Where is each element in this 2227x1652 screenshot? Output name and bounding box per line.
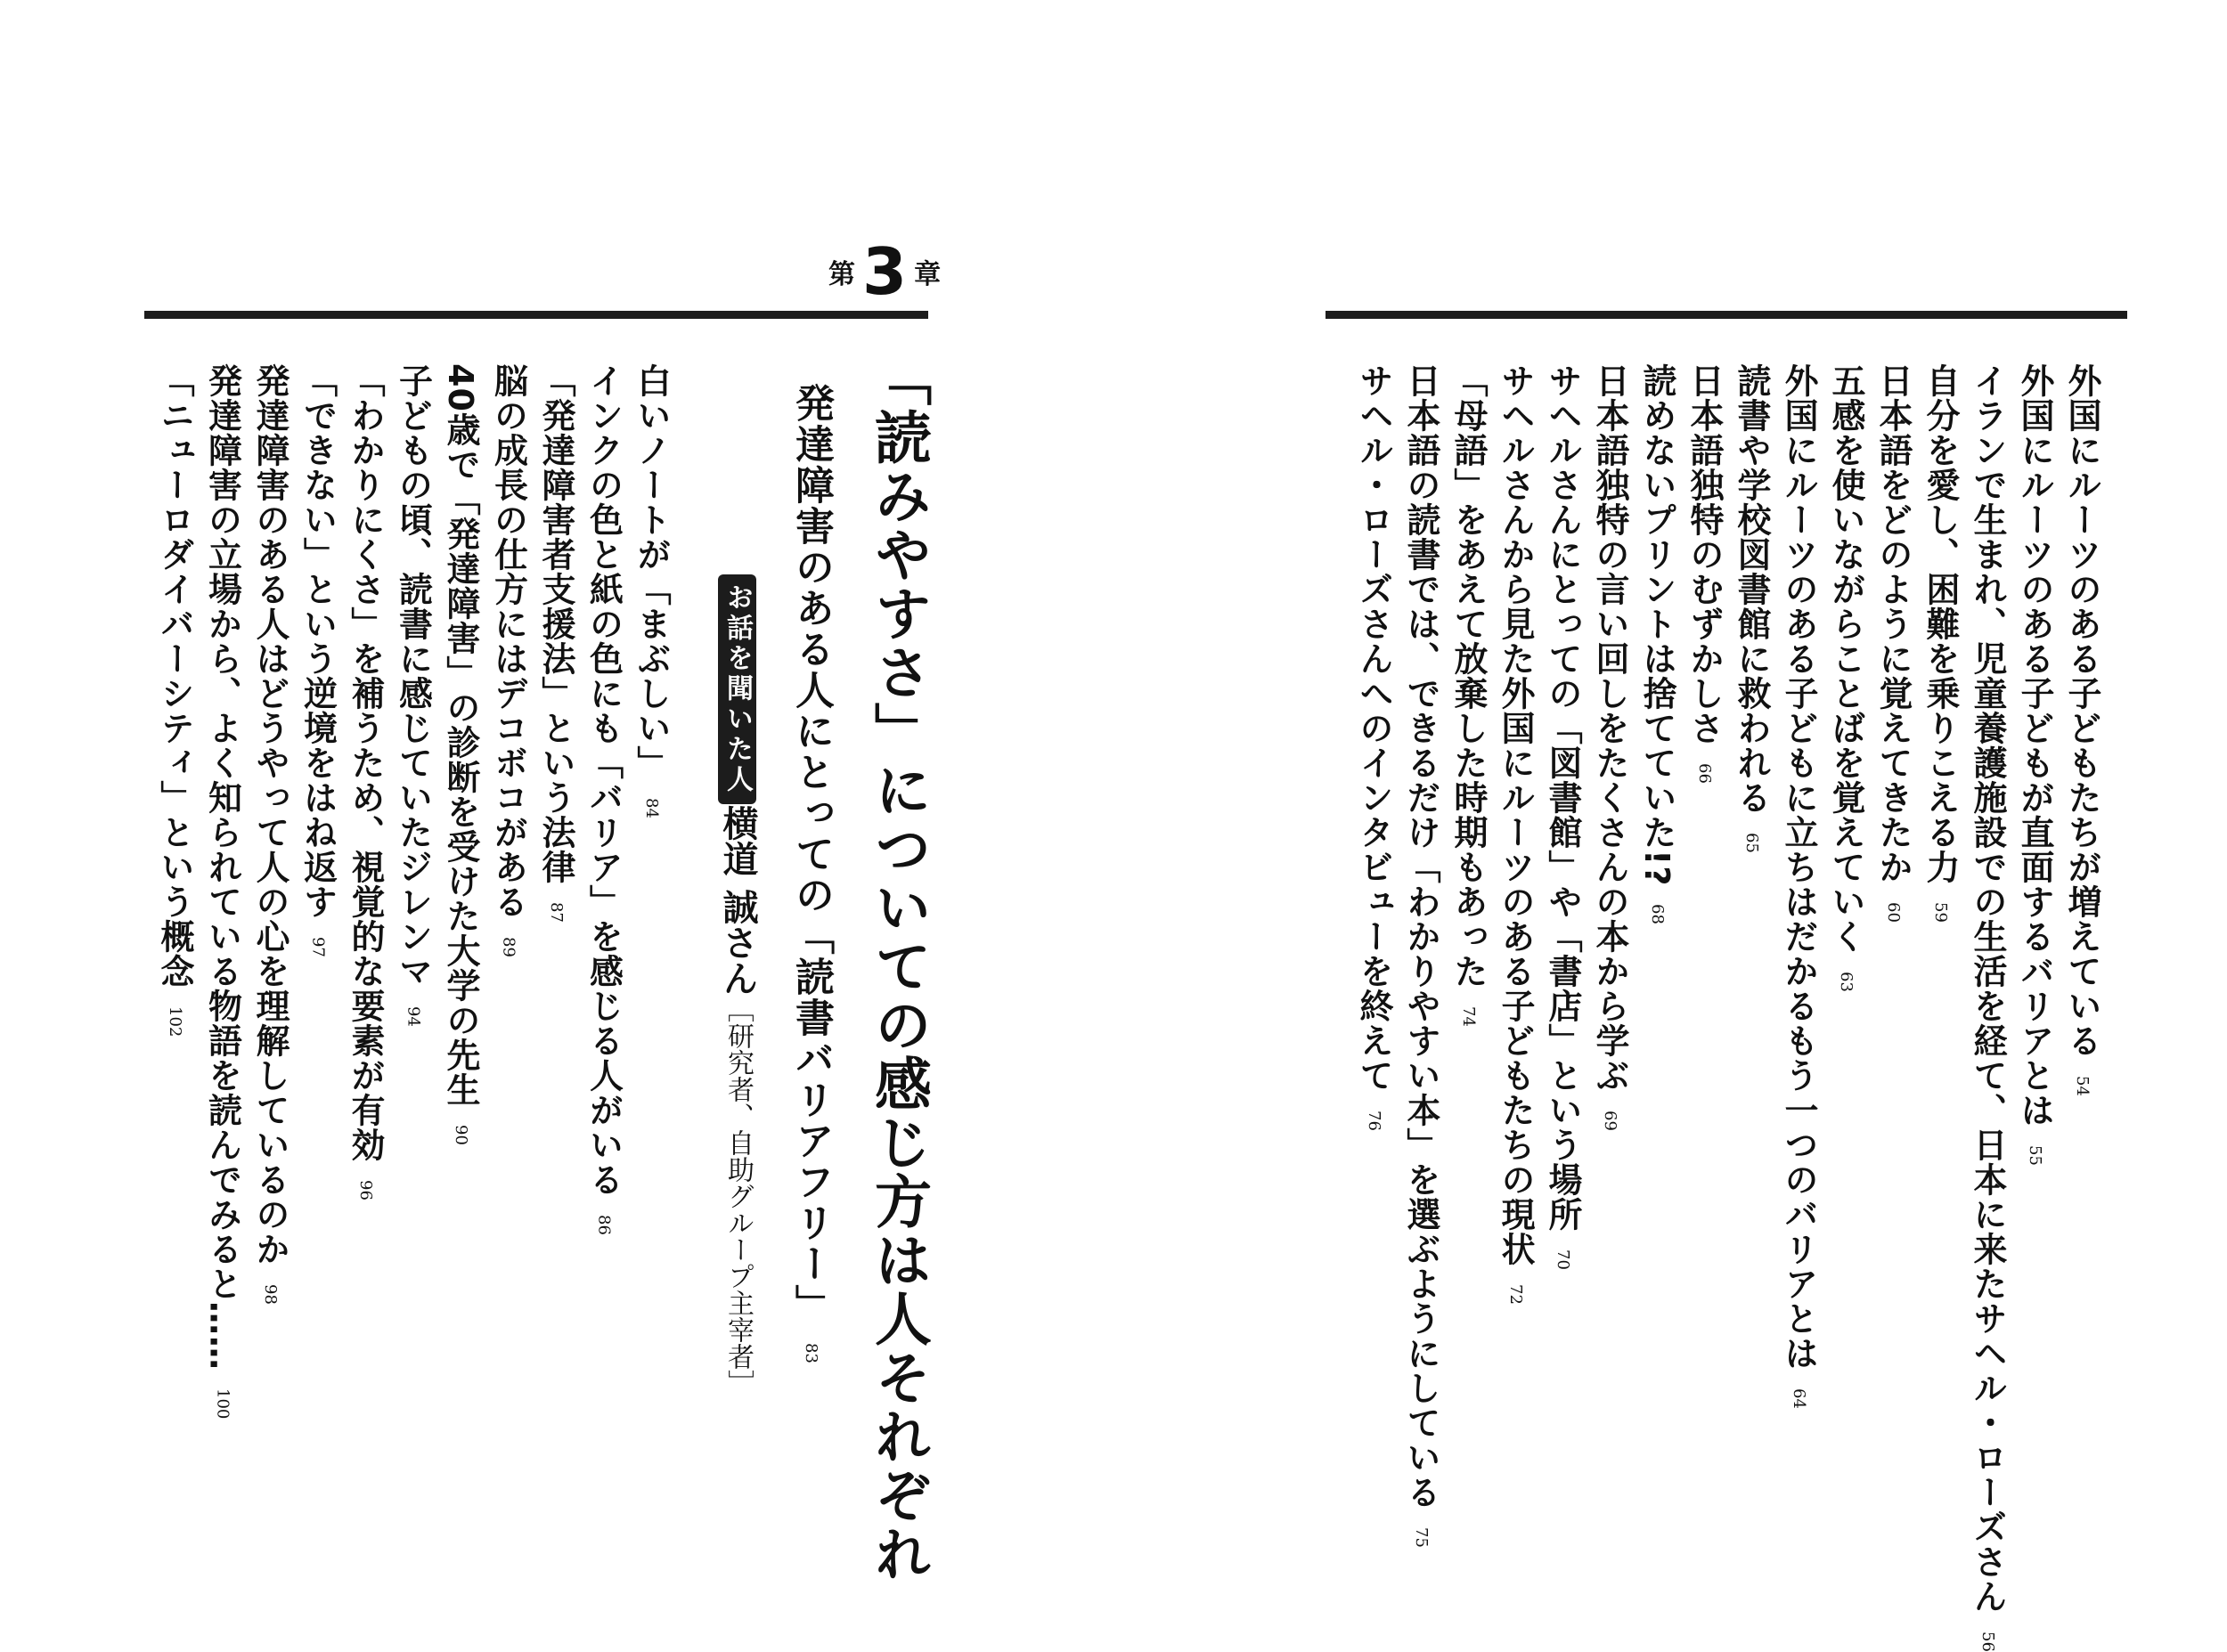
entry-title: イランで生まれ、児童養護施設での生活を経て、日本に来たサヘル・ローズさん <box>1968 363 2007 1614</box>
entry-title: 「わかりにくさ」を補うため、視覚的な要素が有効 <box>346 363 385 1162</box>
left-toc-entry <box>488 363 528 957</box>
page-number: 72 <box>1506 1284 1525 1305</box>
page-number: 70 <box>1554 1249 1572 1270</box>
page-number: 89 <box>499 937 518 957</box>
right-toc-entry <box>1354 363 1393 1131</box>
entry-title: 日本語独特のむずかしさ <box>1685 363 1724 745</box>
entry-title: 「発達障害者支援法」という法律 <box>536 363 575 884</box>
page-number: 68 <box>1648 904 1667 925</box>
page-number: 60 <box>1884 902 1903 923</box>
interview-block <box>717 574 756 804</box>
interviewee-name: 横道 誠さん <box>717 805 758 996</box>
entry-title: サヘル・ローズさんへのインタビューを終えて <box>1354 363 1393 1093</box>
right-toc-entry <box>1732 363 1771 853</box>
entry-title: 読書や学校図書館に救われる <box>1732 363 1771 815</box>
entry-title: 日本語独特の言い回しをたくさんの本から学ぶ <box>1590 363 1629 1093</box>
entry-title: 外国にルーツのある子どもに立ちはだかるもう一つのバリアとは <box>1779 363 1818 1371</box>
page-number: 75 <box>1412 1527 1431 1548</box>
chapter-prefix: 第 <box>828 259 855 290</box>
entry-title: 外国にルーツのある子どもが直面するバリアとは <box>2015 363 2054 1127</box>
left-toc-entry <box>298 363 338 957</box>
right-toc-entry <box>1873 363 1913 923</box>
entry-title: サヘルさんにとっての「図書館」や「書店」という場所 <box>1543 363 1582 1232</box>
subtitle-text: 発達障害のある人にとっての「読書バリアフリー」 <box>788 383 834 1325</box>
page-number: 102 <box>166 1006 184 1038</box>
page-number: 87 <box>547 902 566 923</box>
entry-title: 五感を使いながらことばを覚えていく <box>1826 363 1865 954</box>
right-toc-entry <box>1921 363 1960 923</box>
chapter-suffix: 章 <box>914 259 942 290</box>
chapter-number: 3 <box>862 234 908 309</box>
left-page-rule <box>144 311 928 319</box>
page-number: 98 <box>261 1284 280 1305</box>
right-toc-entry <box>1496 363 1535 1305</box>
right-toc-entry <box>1637 363 1676 925</box>
right-page-rule <box>1326 311 2127 319</box>
chapter-title: 「読みやすさ」についての感じ方は人それぞれ <box>865 349 931 1583</box>
right-toc-entry <box>1590 363 1629 1131</box>
entry-title: 40歳で「発達障害」の診断を受けた大学の先生 <box>441 363 480 1107</box>
entry-title: インクの色と紙の色にも「バリア」を感じる人がいる <box>583 363 624 1197</box>
page-number: 65 <box>1742 833 1761 853</box>
entry-title: 自分を愛し、困難を乗りこえる力 <box>1921 363 1960 884</box>
left-toc-entry <box>441 363 480 1145</box>
entry-title: 発達障害のある人はどうやって人の心を理解しているのか <box>250 363 290 1266</box>
left-toc-entry <box>250 363 290 1305</box>
interviewee-role: ［研究者、自助グループ主宰者］ <box>722 995 754 1396</box>
entry-title: サヘルさんから見た外国にルーツのある子どもたちの現状 <box>1496 363 1535 1266</box>
right-toc-entry <box>1448 363 1488 1027</box>
left-toc-entry <box>583 363 624 1235</box>
page-number: 56 <box>1978 1632 1997 1652</box>
page-number: 100 <box>213 1388 232 1420</box>
right-toc-entry <box>1968 363 2007 1652</box>
left-toc-entry <box>155 363 194 1038</box>
right-toc-entry <box>1401 363 1440 1548</box>
left-toc-entry <box>536 363 575 923</box>
entry-title: 日本語の読書では、できるだけ「わかりやすい本」を選ぶようにしている <box>1401 363 1440 1510</box>
left-toc-entry <box>346 363 385 1200</box>
page-number: 96 <box>356 1180 375 1200</box>
entry-title: 読めないプリントは捨てていた!? <box>1637 363 1676 887</box>
chapter-label <box>828 236 941 307</box>
entry-title: 「母語」をあえて放棄した時期もあった <box>1448 363 1488 989</box>
right-toc-entry <box>2062 363 2101 1096</box>
left-toc-entry <box>632 363 671 818</box>
right-toc-entry <box>1826 363 1865 992</box>
page-number: 83 <box>802 1343 820 1363</box>
page-number: 90 <box>452 1124 470 1145</box>
right-toc-entry <box>1543 363 1582 1270</box>
entry-title: 日本語をどのように覚えてきたか <box>1873 363 1913 884</box>
interview-badge: お話を聞いた人 <box>718 574 756 804</box>
page-number: 97 <box>308 937 328 957</box>
page-number: 76 <box>1365 1111 1383 1131</box>
page-number: 69 <box>1601 1111 1619 1131</box>
page-number: 64 <box>1790 1388 1808 1409</box>
entry-title: 外国にルーツのある子どもたちが増えている <box>2062 363 2101 1058</box>
page-number: 86 <box>594 1215 614 1235</box>
page-number: 94 <box>404 1006 423 1027</box>
right-toc-entry <box>1685 363 1724 784</box>
page-number: 74 <box>1459 1006 1478 1027</box>
left-toc-entry <box>202 363 242 1420</box>
entry-title: 子どもの頃、読書に感じていたジレンマ <box>393 363 433 989</box>
page-number: 66 <box>1695 763 1714 784</box>
entry-title: 「ニューロダイバーシティ」という概念 <box>155 363 194 989</box>
chapter-subtitle <box>782 383 839 1363</box>
page-number: 84 <box>642 798 661 818</box>
entry-title: 脳の成長の仕方にはデコボコがある <box>488 363 528 919</box>
page-number: 54 <box>2073 1076 2092 1096</box>
entry-title: 発達障害の立場から、よく知られている物語を読んでみると…… <box>202 363 242 1371</box>
page-number: 63 <box>1837 972 1856 992</box>
left-toc-entry <box>393 363 433 1027</box>
entry-title: 「できない」という逆境をはね返す <box>298 363 338 919</box>
entry-title: 白いノートが「まぶしい」 <box>632 363 671 780</box>
page-number: 59 <box>1931 902 1950 923</box>
right-toc-entry <box>1779 363 1818 1409</box>
interviewee <box>713 793 763 1396</box>
page-number: 55 <box>2026 1145 2044 1166</box>
right-toc-entry <box>2015 363 2054 1166</box>
